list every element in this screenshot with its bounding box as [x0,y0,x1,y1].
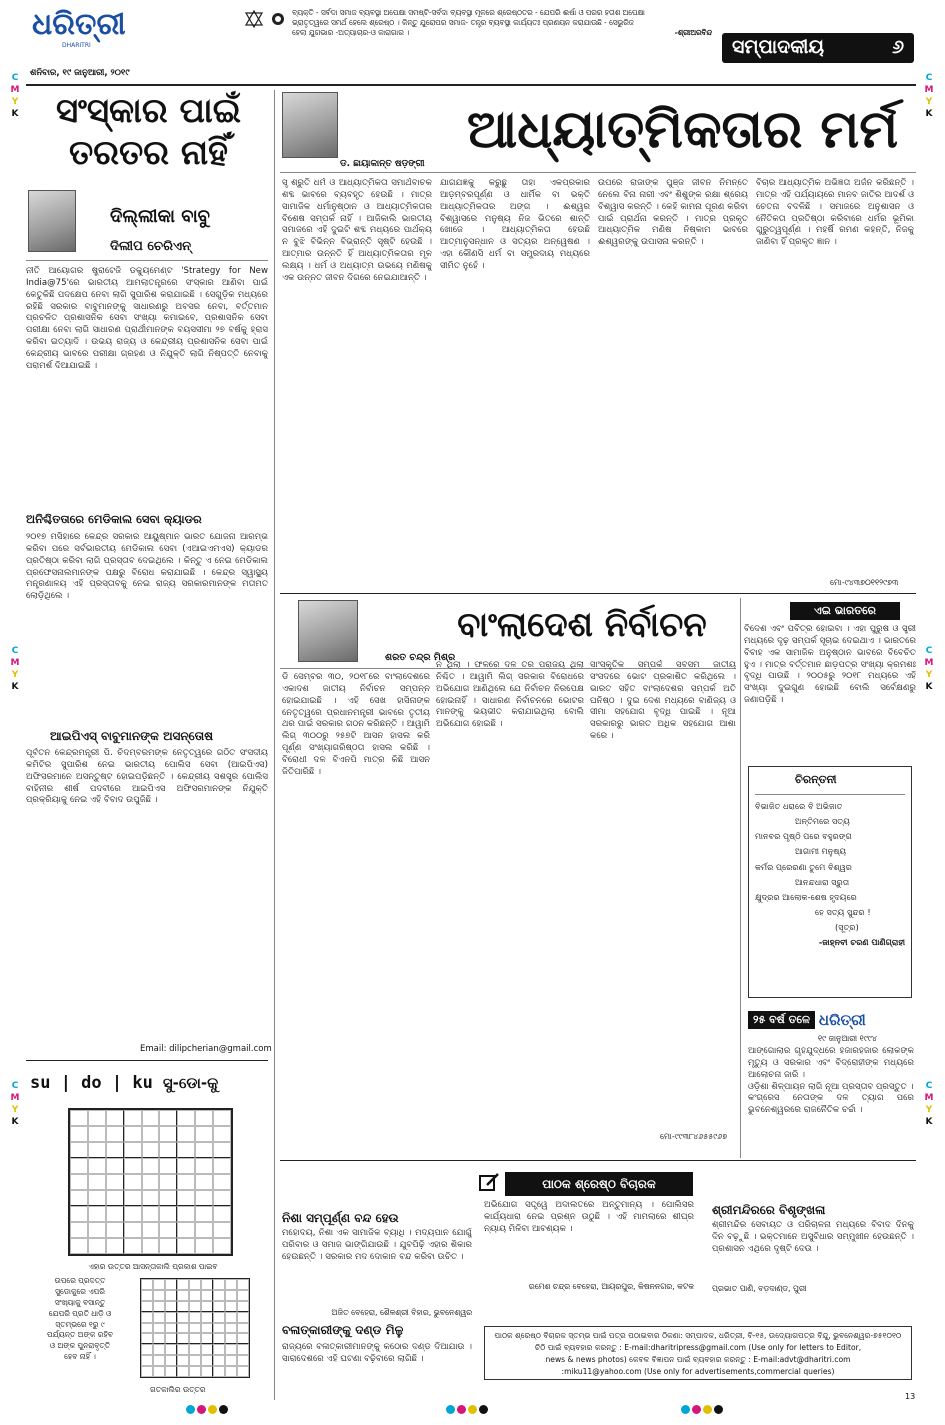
sudoku-answer-cell [165,1333,177,1344]
sudoku-cell[interactable] [142,1206,160,1222]
sudoku-answer-cell [201,1366,213,1377]
column-author: ଦିଲୀପ ଚେରିଏନ୍ [110,239,192,254]
sudoku-cell[interactable] [106,1190,124,1206]
section-banner [722,33,914,63]
main-article-col-2: ଯାଗଯଜ୍ଞକୁ କରୁଛୁ ତାହା ଏକପ୍ରକାର ଆଡ଼ମ୍ବରପୂର୍ଣ୍ଣ ଓ ଧାର୍ମିକ ବା ଭକ୍ତି ଆଧ୍ୟାତ୍ମିକତାର ଅଙ୍ଗ । ଈଶ୍ୱର ବିଶ୍ୱାସରେ ମନୁଷ୍ୟ ନିଜ ଭିତରେ ଶାନ୍ତି ଖୋଜେ । ଆଧ୍ୟାତ୍ମିକତା ହେଉଛି ଆତ୍ମାନୁସନ୍ଧାନ ଓ ସତ୍ୟର ଅନ୍ୱେଷଣ । ଏହା କୌଣସି ଧର୍ମ ବା ସମ୍ପ୍ରଦାୟ ମଧ୍ୟରେ ସୀମିତ ନୁହେଁ । [440,178,590,272]
sudoku-cell[interactable] [124,1190,142,1206]
sudoku-cell[interactable] [195,1142,213,1158]
sudoku-cell[interactable] [124,1142,142,1158]
sudoku-cell[interactable] [195,1206,213,1222]
sudoku-answer-cell [165,1366,177,1377]
sudoku-answer-cell [189,1333,201,1344]
sudoku-answer-cell [237,1301,249,1312]
sudoku-cell[interactable] [142,1174,160,1190]
main-article-bottom-divider [280,593,916,594]
bangladesh-col-3: ସାଂସ୍କୃତିକ ସମ୍ପର୍କ ସବସମ ଜାତୀୟ ସଂସଦରେ ଭୋଟ ପ୍ରକାଶିତ କରିଥିଲେ । ଭାରତ ସହିତ ବାଂଲାଦେଶର ସମ୍ପର୍କ ଅତି ଘନିଷ୍ଠ । ଦୁଇ ଦେଶ ମଧ୍ୟରେ ବାଣିଜ୍ୟ ଓ ସୀମା ସହଯୋଗ ବୃଦ୍ଧି ପାଇଛି । ନୂଆ ସରକାରରୁ ଭାରତ ଅଧିକ ସହଯୋଗ ଆଶା କରେ । [590,660,736,742]
registration-marks-right-2: C M Y K [924,646,934,692]
sudoku-cell[interactable] [88,1222,106,1238]
sudoku-cell[interactable] [195,1222,213,1238]
sudoku-answer-cell [153,1312,165,1323]
columnist-photo [28,190,76,252]
sudoku-note: ଏହାର ଉତ୍ତର ଆସନ୍ତାକାଲି ପ୍ରକାଶ ପାଇବ [88,1262,218,1271]
sudoku-cell[interactable] [124,1110,142,1126]
sudoku-answer-cell [189,1312,201,1323]
main-article-col-3: ଉପରେ ରାଜାଙ୍କ ପୁଞ୍ଜ ଜୀବନ ନିମନ୍ତେ ନେଲେ ବିନା ନାରୀ ଏବଂ ଶିଶୁଙ୍କ ରକ୍ଷା ଶ୍ରେୟ ବିଶ୍ୱାସ କରନ୍ତି । କେହି କାମନା ପୂରଣ କରିବା ପାଇଁ ପ୍ରାର୍ଥନା କରନ୍ତି । ମାତ୍ର ପ୍ରକୃତ ଆଧ୍ୟାତ୍ମିକ ମଣିଷ ନିଷ୍କାମ ଭାବରେ ଈଶ୍ୱରଙ୍କୁ ଉପାସନା କରନ୍ତି । [598,178,748,248]
sudoku-answer-cell [141,1323,153,1334]
sudoku-cell[interactable] [124,1222,142,1238]
sudoku-answer-cell [189,1290,201,1301]
sudoku-cell[interactable] [124,1238,142,1254]
sudoku-cell[interactable] [177,1126,195,1142]
sudoku-cell[interactable] [70,1238,88,1254]
sudoku-cell[interactable] [142,1238,160,1254]
registration-marks-right-3: C M Y K [924,1081,934,1127]
sudoku-cell[interactable] [177,1158,195,1174]
sudoku-answer-cell [189,1323,201,1334]
sudoku-answer-cell [213,1344,225,1355]
sudoku-answer-cell [177,1366,189,1377]
page-number: 13 [905,1392,916,1401]
sudoku-answer-cell [141,1355,153,1366]
left-column-headline: ସଂସ୍କାର ପାଇଁ ତରତର ନାହିଁ [55,91,242,173]
sudoku-cell[interactable] [88,1174,106,1190]
sudoku-cell[interactable] [177,1206,195,1222]
sudoku-cell[interactable] [159,1110,177,1126]
sudoku-answer-cell [201,1301,213,1312]
sudoku-cell[interactable] [106,1174,124,1190]
sudoku-answer-cell [141,1312,153,1323]
bangladesh-headline: ବାଂଲାଦେଶ ନିର୍ବାଚନ [457,605,707,645]
sudoku-cell[interactable] [177,1110,195,1126]
color-dots-1 [185,1405,229,1418]
sudoku-cell[interactable] [213,1142,231,1158]
sudoku-cell[interactable] [124,1158,142,1174]
sudoku-answer-cell [177,1355,189,1366]
sudoku-cell[interactable] [159,1174,177,1190]
sudoku-answer-cell [237,1333,249,1344]
sudoku-cell[interactable] [142,1110,160,1126]
sudoku-cell[interactable] [159,1222,177,1238]
sudoku-answer-cell [237,1290,249,1301]
column-divider [26,260,268,261]
sudoku-cell[interactable] [159,1238,177,1254]
sudoku-answer-cell [201,1344,213,1355]
sudoku-answer-cell [165,1290,177,1301]
sudoku-cell[interactable] [106,1126,124,1142]
sudoku-cell[interactable] [213,1222,231,1238]
bangladesh-col-2: ନ ଥିଲା । ଫଳରେ ଦଳ ତର ପରାଜୟ ଥିଲା ନିଶ୍ଚିତ । ଆୱାମି ଲିଗ୍ ସରକାର ବିରୋଧରେ ଅଭିଯୋଗ ଆଣିଥିଲେ ଯେ ନିର୍ବାଚନ ନିରପେକ୍ଷ ହୋଇନାହିଁ । ସାଧାରଣ ନିର୍ବାଚନରେ ଭୋଟର ମାନଙ୍କୁ ଭୟଭୀତ କରାଯାଇଥିଲା ବୋଲି ଅଭିଯୋଗ ହୋଇଛି । [436,660,584,730]
sudoku-answer-cell [213,1333,225,1344]
column-subheading-2: ଆଇପିଏସ୍ ବାବୁମାନଙ୍କ ଅସନ୍ତୋଷ [50,729,214,743]
sudoku-cell[interactable] [70,1206,88,1222]
main-article-col-1: ସୃ ଶ୍ରୁତି ଧର୍ମ ଓ ଆଧ୍ୟାତ୍ମିକତା ସମାର୍ଥବାଚକ ଶବ୍ଦ ଭାବରେ ବ୍ୟବହୃତ ହେଉଛି । ମାତ୍ର ସାମାଜିକ ଧର୍ମାନୁଷ୍ଠାନ ଓ ଆଧ୍ୟାତ୍ମିକତାର ବିଶେଷ ସମ୍ପର୍କ ନାହିଁ । ଆଜିକାଲି ଭାରତୀୟ ସମାଜରେ ଏହି ଦୁଇଟି ଶବ୍ଦ ମଧ୍ୟରେ ପାର୍ଥକ୍ୟ ନ ବୁଝି ବିଭିନ୍ନ ବିଭ୍ରାନ୍ତି ସୃଷ୍ଟି ହେଉଛି । ଆତ୍ମାର ଉନ୍ନତି ହିଁ ଆଧ୍ୟାତ୍ମିକତାର ମୂଳ ଲକ୍ଷ୍ୟ । ଧର୍ମ ଓ ଅଧ୍ୟାତ୍ମ ଉଭୟେ ମଣିଷକୁ ଏକ ଉନ୍ନତ ଜୀବନ ଦିଗରେ ନେଇଯାଆନ୍ତି । [282,178,432,283]
masthead-quote: ବ୍ୟକ୍ତି - ସର୍ବଦା ସମାଜ ବ୍ୟବସ୍ଥା ଅପେକ୍ଷା ସମଷ୍ଟି-ସର୍ବଦା ବ୍ୟବସ୍ଥା ମୂଳରେ ଶ୍ରେଷ୍ଠତର - ଯେପରି ଈର୍ଷା ଓ ପରର ହତାଶ ଅପେକ୍ଷା ଭ୍ରାତୃତ୍ୱରେ ସମର୍ଥ ହେଲେ ଶ୍ରେଷ୍ଠ । କିନ୍ତୁ ଯୁରୋପର ସମାଜ- ତନ୍ତ୍ର ବ୍ୟବସ୍ଥା କାର୍ଯ୍ୟତଃ ପ୍ରଣୟନ କରାଯାଉଛି - ସେଭୁରିଜ ହେଲା ଯୁଗଭାର -ଅତ୍ୟାଚାର-ଓ କାରାଗାର । -ଶ୍ରୀଅରବିନ୍ଦ [292,8,712,38]
sudoku-answer-cell [177,1344,189,1355]
sudoku-answer-cell [225,1290,237,1301]
sudoku-cell[interactable] [124,1126,142,1142]
letter-2-body: ରାଜ୍ୟରେ ବଳାତ୍କାରୀମାନଙ୍କୁ କଠୋର ଦଣ୍ଡ ଦିଆଯାଉ । ସାରାଦେଶରେ ଏହି ଘଟଣା ବଢ଼ିବାରେ ଲାଗିଛି । [282,1342,472,1364]
poem-title: ଚିରନ୍ତନୀ [795,773,837,786]
registration-marks-left-1: C M Y K [10,73,20,119]
sudoku-answer-cell [225,1323,237,1334]
sudoku-answer-cell [153,1344,165,1355]
sudoku-cell[interactable] [195,1238,213,1254]
sudoku-answer-cell [177,1301,189,1312]
sudoku-cell[interactable] [106,1206,124,1222]
sudoku-cell[interactable] [159,1126,177,1142]
sudoku-answer-cell [225,1312,237,1323]
sudoku-answer-cell [141,1279,153,1290]
sudoku-answer-cell [225,1366,237,1377]
letter-1-title: ନିଶା ସମ୍ପୂର୍ଣ୍ଣ ବନ୍ଦ ହେଉ [282,1211,399,1225]
sudoku-cell[interactable] [213,1174,231,1190]
years-ago-banner [748,1008,912,1032]
main-article-contact: ମୋ-୯୪୩୭୦୧୧୨୯୭୩ [830,578,899,587]
sudoku-cell[interactable] [142,1126,160,1142]
sudoku-answer-cell [225,1279,237,1290]
sudoku-answer-cell [177,1333,189,1344]
registration-marks-left-3: C M Y K [10,1081,20,1127]
sudoku-cell[interactable] [70,1174,88,1190]
sudoku-cell[interactable] [177,1238,195,1254]
masthead-divider [26,84,916,86]
sudoku-cell[interactable] [106,1238,124,1254]
sudoku-cell[interactable] [88,1142,106,1158]
main-article-headline: ଆଧ୍ୟାତ୍ମିକତାର ମର୍ମ [466,99,899,160]
sudoku-cell[interactable] [88,1110,106,1126]
registration-marks-left-2: C M Y K [10,646,20,692]
sudoku-answer-cell [177,1323,189,1334]
sudoku-cell[interactable] [106,1142,124,1158]
sudoku-answer-cell [177,1279,189,1290]
sudoku-cell[interactable] [213,1110,231,1126]
sudoku-answer-cell [189,1344,201,1355]
column-body-2: ୨୦୧୭ ମସିହାରେ କେନ୍ଦ୍ର ସରକାର ଆୟୁଷ୍ମାନ ଭାରତ ଯୋଜନା ଆରମ୍ଭ କରିବା ପରେ ସର୍ବଭାରତୀୟ ମେଡିକାଲ ସେବା (ଏଆଇଏମଏସ) କ୍ୟାଡର ପ୍ରତିଷ୍ଠା କରିବା ଲାଗି ପ୍ରସ୍ତାବ ଦେଇଥିଲେ । କିନ୍ତୁ ଏ ନେଇ ମେଡିକାଲ ପ୍ରଫେସନାଲମାନଙ୍କ ପକ୍ଷରୁ ବିରୋଧ କରାଯାଇଛି । କେନ୍ଦ୍ର ସ୍ୱାସ୍ଥ୍ୟ ମନ୍ତ୍ରଣାଳୟ ଏହି ପ୍ରସ୍ତାବକୁ ନେଇ ରାଜ୍ୟ ସରକାରମାନଙ୍କ ମତାମତ ଲୋଡ଼ିଥିଲେ । [26,532,268,602]
sudoku-title: ସୁ-ଡୋ-କୁ [162,1073,219,1092]
color-dots-2 [445,1405,489,1418]
side-box-title: ଏଇ ଭାରତରେ [790,602,900,620]
sudoku-answer-cell [237,1279,249,1290]
masthead-logo-block [32,8,182,66]
sudoku-cell[interactable] [106,1158,124,1174]
section-title: ସମ୍ପାଦକୀୟ [732,36,825,59]
star-emblem-icon [245,10,263,28]
sudoku-cell[interactable] [142,1190,160,1206]
pen-icon [478,1172,500,1194]
author-photo-1 [282,92,338,158]
sudoku-answer-cell [141,1366,153,1377]
side-box-body: ବିଦେଶ ଏବଂ ପବିତ୍ର ହୋଇବା । ଏହା ପୁରୁଷ ଓ ସ୍ତ୍ରୀ ମଧ୍ୟରେ ଦୃଢ଼ ସମ୍ପର୍କ ସୂଚାଇ ଦେଇଥାଏ । ଭାରତରେ ବିବାହ ଏକ ସାମାଜିକ ଅନୁଷ୍ଠାନ ଭାବରେ ବିବେଚିତ ହୁଏ । ମାତ୍ର ବର୍ତ୍ତମାନ ଛାଡ଼ପତ୍ର ସଂଖ୍ୟା କ୍ରମଶଃ ବୃଦ୍ଧି ପାଉଛି । ୨୦୦୫ରୁ ୨୦୧୮ ମଧ୍ୟରେ ଏହି ସଂଖ୍ୟା ଦୁଇଗୁଣ ହୋଇଛି ବୋଲି ସର୍ବେକ୍ଷଣରୁ ଜଣାପଡ଼ିଛି । [744,624,916,706]
sudoku-answer-cell [153,1323,165,1334]
years-ago-label: ୨୫ ବର୍ଷ ତଳେ [748,1011,815,1030]
letter-4-sign: ପ୍ରଭାତ ପାଣି, ବଡ଼ଦାଣ୍ଡ, ପୁରୀ [712,1284,807,1293]
sudoku-cell[interactable] [124,1174,142,1190]
author-photo-2 [298,600,358,662]
letter-4-body: ଶ୍ରୀମନ୍ଦିର ସେବାୟତ ଓ ପରିଚାଳନା ମଧ୍ୟରେ ବିବାଦ ଦିନକୁ ଦିନ ବଢ଼ୁଛି । ଭକ୍ତମାନେ ଅସୁବିଧାର ସମ୍ମୁଖୀନ ହେଉଛନ୍ତି । ପ୍ରଶାସନ ଏଥିରେ ଦୃଷ୍ଟି ଦେଉ । [712,1220,914,1254]
bangladesh-col-1: ଡି ସେମ୍ବର ୩୦, ୨୦୧୮ରେ ବାଂଲାଦେଶରେ ଏକାଦଶ ଜାତୀୟ ନିର୍ବାଚନ ସମ୍ପନ୍ନ ହୋଇଯାଇଛି । ଏହି ସେଖ ହାସିନାଙ୍କ ନେତୃତ୍ୱରେ ପ୍ରଧାନମନ୍ତ୍ରୀ ଭାବରେ ତୃତୀୟ ଥର ପାଇଁ ସରକାର ଗଠନ କରିଛନ୍ତି । ଆୱାମି ଲିଗ୍ ୩୦୦ରୁ ୨୫୭ଟି ଆସନ ହାସଲ କରି ପୂର୍ଣ୍ଣ ସଂଖ୍ୟାଗରିଷ୍ଠତା ହାସଲ କରିଛି । ବିରୋଧୀ ଦଳ ବିଏନପି ମାତ୍ର କିଛି ଆସନ ଜିତିପାରିଛି । [282,672,430,777]
sudoku-answer-cell [177,1312,189,1323]
main-article-author: ଡ. ଛାୟାକାନ୍ତ ଷଡ଼ଙ୍ଗୀ [340,159,425,169]
poem-box [748,766,912,998]
sudoku-cell[interactable] [106,1110,124,1126]
sudoku-answer-label: ଗତକାଲିର ଉତ୍ତର [150,1385,206,1394]
sudoku-answer-cell [165,1312,177,1323]
sudoku-answer-cell [237,1355,249,1366]
sudoku-cell[interactable] [142,1142,160,1158]
column-email: Email: dilipcherian@gmail.com [140,1044,272,1054]
sudoku-cell[interactable] [159,1190,177,1206]
sudoku-answer-cell [213,1312,225,1323]
sudoku-answer-cell [225,1333,237,1344]
sudoku-answer-cell [153,1355,165,1366]
sudoku-cell[interactable] [106,1222,124,1238]
sudoku-answer-cell [201,1355,213,1366]
sudoku-cell[interactable] [177,1174,195,1190]
sudoku-cell[interactable] [213,1158,231,1174]
sudoku-cell[interactable] [88,1158,106,1174]
sudoku-cell[interactable] [70,1190,88,1206]
sudoku-top-divider [26,1060,268,1061]
column-subheading-1: ଅନିଶ୍ଚିତତାରେ ମେଡିକାଲ ସେବା କ୍ୟାଡର [26,512,202,526]
years-ago-items: ଆଙ୍ଗୋଲାର ଗୃହଯୁଦ୍ଧରେ ହଜାରହଜାର ଲୋକଙ୍କ ମୃତ୍ୟୁ ଓ ସରକାର ଏବଂ ବିଦ୍ରୋହୀଙ୍କ ମଧ୍ୟରେ ଆଲୋଚନା ଜାରି । ଓଡ଼ିଶା ଶିଳ୍ପାୟନ ଲାଗି ନୂଆ ପ୍ରସ୍ତାବ ପ୍ରସ୍ତୁତ । କଂଗ୍ରେସ ନେତାଙ୍କ ଦଳ ତ୍ୟାଗ ପରେ ଭୁବନେଶ୍ୱରରେ ରାଜନୈତିକ ଚର୍ଚ୍ଚା । [748,1046,914,1116]
sudoku-cell[interactable] [213,1238,231,1254]
sudoku-cell[interactable] [88,1126,106,1142]
sudoku-cell[interactable] [142,1158,160,1174]
sudoku-answer-cell [141,1333,153,1344]
letter-1-body: ମହୋଦୟ, ନିଶା ଏକ ସାମାଜିକ ବ୍ୟାଧି । ମଦ୍ୟପାନ ଯୋଗୁଁ ପରିବାର ଓ ସମାଜ ଭାଙ୍ଗିଯାଉଛି । ଯୁବପିଢ଼ି ଏହାର ଶିକାର ହେଉଛନ୍ତି । ସରକାର ମଦ ଦୋକାନ ବନ୍ଦ କରିବା ଉଚିତ । [282,1228,472,1262]
letter-4-title: ଶ୍ରୀମନ୍ଦିରରେ ବିଶୃଙ୍ଖଳା [712,1203,826,1217]
sudoku-cell[interactable] [159,1158,177,1174]
sudoku-cell[interactable] [70,1110,88,1126]
sudoku-cell[interactable] [142,1222,160,1238]
sudoku-cell[interactable] [195,1190,213,1206]
sudoku-answer-cell [189,1355,201,1366]
sudoku-cell[interactable] [159,1142,177,1158]
sudoku-answer-cell [201,1333,213,1344]
sudoku-answer-cell [225,1355,237,1366]
lotus-emblem-icon [270,12,286,26]
letter-3-sign: ରମେଶ ଚନ୍ଦ୍ର ବେହେରା, ଆୟରପୁର, କିଷନନଗର, କଟକ [528,1282,694,1291]
letter-3-body: ଅଭିଯୋଗ ସତ୍ତ୍ୱେ ଅଦାଲତରେ ଅନ୍ତୁମାନ୍ୟ । ପୋଲିସର କାର୍ଯ୍ୟଧାରା ନେଇ ପ୍ରଶ୍ନ ଉଠୁଛି । ଏହି ମାମଲାରେ ଶୀଘ୍ର ନ୍ୟାୟ ମିଳିବା ଆବଶ୍ୟକ । [484,1200,694,1234]
sudoku-cell[interactable] [177,1142,195,1158]
sudoku-answer-cell [153,1279,165,1290]
sudoku-cell[interactable] [213,1126,231,1142]
sudoku-answer-cell [165,1301,177,1312]
sudoku-answer-cell [237,1323,249,1334]
dharitri-logo-sub: DHARITRI [62,42,91,49]
sudoku-answer-cell [153,1366,165,1377]
main-article-divider [280,172,916,173]
column-name: ଦିଲ୍ଲୀକା ବାବୁ [110,206,210,227]
sudoku-cell[interactable] [88,1206,106,1222]
sudoku-cell[interactable] [159,1206,177,1222]
sudoku-answer-cell [237,1312,249,1323]
readers-top-divider [280,1160,916,1161]
readers-footer-box: ପାଠକ ଶ୍ରେଷ୍ଠ ବିଚାରକ ସ୍ତମ୍ଭ ପାଇଁ ପତ୍ର ପଠାଇବାର ଠିକଣା: ସମ୍ପାଦକ, ଧରିତ୍ରୀ, ବି-୧୫, ଉଦ୍ୟୋଗପତ୍ର ବିନ୍ଦୁ, ଭୁବନେଶ୍ୱର-୭୫୧୦୧୦ ଚିଠି ପାଇଁ ବ୍ୟବହାର କରନ୍ତୁ : E-mail:dharitripress@gmail.com (Use only for letters to Editor, news & news photos) କେବଳ ବିଜ୍ଞାପନ ପାଇଁ ବ୍ୟବହାର କରନ୍ତୁ : E-mail:advt@dharitri.com :miku11@yahoo.com (Use only for advertisements,commercial queries) [484,1326,912,1380]
sudoku-rules: ଉପରେ ପ୍ରଦତ୍ତ ସୁଡୋକୁରେ ଏପରି ସଂଖ୍ୟାକୁ ବସାନ୍ତୁ ଯେପରି ପ୍ରତି ଧାଡ଼ି ଓ ସ୍ତମ୍ଭରେ ୧ରୁ ୯ ପର୍ଯ୍ୟନ୍ତ ଅଙ୍କ ରହିବ ଓ ଅଙ୍କ ପୁନରାବୃତ୍ତି ହେବ ନାହିଁ । [47,1276,113,1362]
sudoku-cell[interactable] [177,1190,195,1206]
poem-lines: ବିଭାଜିତ ଧରାରେ ବି ଅଭିଜାତ ଅନ୍ତିମରେ ସତ୍ୟ ମାନବର ପୃଷ୍ଠି ପରେ ବହୁରଙ୍ଗ ଆଗାମୀ ମନୁଷ୍ୟ କର୍ମର ପ୍ରେରଣା ତୁମେ ବିଶ୍ୱର ଆନନ୍ଦଧାରା ସ୍ରୁତା କ୍ଷୁଦ୍ରର ଆଲୋକ-ଶେଷ ହୃଦୟରେ ହେ ସତ୍ୟ ସୁନ୍ଦର ! (ସୂତ୍ର) -ଜାହ୍ନବୀ ଚରଣ ପାଣିଗ୍ରାହୀ [755,800,905,948]
sudoku-cell[interactable] [70,1126,88,1142]
sudoku-answer-cell [237,1366,249,1377]
sudoku-answer-cell [201,1290,213,1301]
sudoku-answer-cell [213,1366,225,1377]
sudoku-cell[interactable] [124,1206,142,1222]
letter-1-sign: ଅଜିତ ବେହେରା, ଶୈଳଶ୍ରୀ ବିହାର, ଭୁବନେଶ୍ୱର [331,1308,472,1317]
sudoku-answer-cell [225,1344,237,1355]
sudoku-answer-cell [225,1301,237,1312]
page-number-label: ୬ [892,36,904,59]
sudoku-cell[interactable] [213,1206,231,1222]
sudoku-answer-cell [153,1290,165,1301]
main-article-col-4: ବିଚାର ଆଧ୍ୟାତ୍ମିକ ଅଭିଜ୍ଞତା ଅର୍ଜନ କରିଛନ୍ତି । ମାତ୍ର ଏହି ପର୍ଯ୍ୟାୟରେ ମାନବ ଜାତିର ଆଦର୍ଶ ଓ ଚେତନା ବଦଳିଛି । ସମାଜରେ ଅନୁଶାସନ ଓ ନୈତିକତା ପ୍ରତିଷ୍ଠା କରିବାରେ ଧର୍ମର ଭୂମିକା ଗୁରୁତ୍ୱପୂର୍ଣ୍ଣ । ମହର୍ଷି ରମଣ କହନ୍ତି, ନିଜକୁ ଜାଣିବା ହିଁ ପ୍ରକୃତ ଜ୍ଞାନ । [756,178,914,248]
sudoku-answer-cell [165,1323,177,1334]
sudoku-answer-cell [153,1301,165,1312]
sudoku-cell[interactable] [195,1158,213,1174]
sudoku-answer-cell [189,1301,201,1312]
sudoku-cell[interactable] [213,1190,231,1206]
readers-section-title: ପାଠକ ଶ୍ରେଷ୍ଠ ବିଚାରକ [505,1172,693,1196]
issue-date: ଶନିବାର, ୧୯ ଜାନୁଆରୀ, ୨୦୧୯ [30,68,130,78]
sudoku-logo: su | do | ku [30,1072,153,1093]
sudoku-answer-cell [165,1355,177,1366]
sudoku-answer-cell [153,1333,165,1344]
color-dots-3 [680,1405,724,1418]
column-separator-2 [740,598,741,1158]
column-separator-1 [274,90,275,1400]
dharitri-logo: ଧରିତ୍ରୀ [32,7,126,42]
sudoku-cell[interactable] [88,1190,106,1206]
sudoku-cell[interactable] [70,1158,88,1174]
bangladesh-contact: ମୋ-୯୯୩୮୪୬୫୫୯୬୭ [660,1132,728,1141]
sudoku-answer-cell [201,1312,213,1323]
sudoku-answer-grid [140,1278,250,1378]
sudoku-answer-cell [213,1301,225,1312]
sudoku-answer-cell [177,1290,189,1301]
sudoku-cell[interactable] [195,1110,213,1126]
sudoku-answer-cell [201,1279,213,1290]
years-ago-paper: ଧରିତ୍ରୀ [818,1010,866,1029]
sudoku-answer-cell [213,1279,225,1290]
bangladesh-author: ଶରତ ଚନ୍ଦ୍ର ମିଶ୍ର [385,652,456,663]
sudoku-cell[interactable] [177,1222,195,1238]
sudoku-answer-cell [165,1279,177,1290]
column-body-1: ନୀତି ଆୟୋଗର ଷ୍ଟ୍ରାଟେଜି ଡକ୍ୟୁମେଣ୍ଟ 'Strategy for New India@75'ରେ ଭାରତୀୟ ଆମଲାତନ୍ତ୍ରରେ ସଂସ୍କାର ଆଣିବା ପାଇଁ କେତୁକିଛି ପଦକ୍ଷେପ ନେବା ଲାଗି ସୁପାରିଶ କରାଯାଇଛି । ସେଗୁଡ଼ିକ ମଧ୍ୟରେ ରହିଛି ସରକାର ବାବୁମାନଙ୍କୁ ସାଧାରଣରୁ ଅବସର ନେବା, ବର୍ତ୍ତମାନ ପ୍ରଚଳିତ ପ୍ରଶାସନିକ ସେବା ସଂଖ୍ୟା କମାଇବେ, ପ୍ରଶାସନିକ ସେବା ପରୀକ୍ଷା ନେବା ଲାଗି ସାଧାରଣ ପ୍ରାର୍ଥୀମାନଙ୍କ ବୟସସୀମା ୨୭ ବର୍ଷକୁ ହ୍ରାସ କରିବା ଇତ୍ୟାଦି । ଉଭୟ ରାଜ୍ୟ ଓ କେନ୍ଦ୍ରୀୟ ପ୍ରଶାସନିକ ସେବା ପାଇଁ କେନ୍ଦ୍ରୀୟ ଭାବରେ ପରୀକ୍ଷା ଗ୍ରହଣ ଓ ନିଯୁକ୍ତି ଲାଗି ନିଷ୍ପତ୍ତି ନେବାକୁ ପରାମର୍ଶ ଦିଆଯାଇଛି । [26,266,268,371]
sudoku-cell[interactable] [195,1174,213,1190]
registration-marks-right-1: C M Y K [924,73,934,119]
letter-2-title: ବଳାତ୍କାରୀଙ୍କୁ ଦଣ୍ଡ ମିଳୁ [282,1323,404,1337]
years-ago-date: ୧୯ ଜାନୁଆରୀ ୧୯୯୪ [818,1034,877,1043]
sudoku-cell[interactable] [195,1126,213,1142]
sudoku-cell[interactable] [88,1238,106,1254]
sudoku-answer-cell [213,1355,225,1366]
sudoku-answer-cell [213,1290,225,1301]
sudoku-cell[interactable] [70,1142,88,1158]
sudoku-cell[interactable] [70,1222,88,1238]
sudoku-answer-cell [165,1344,177,1355]
sudoku-answer-cell [141,1344,153,1355]
sudoku-answer-cell [237,1344,249,1355]
sudoku-answer-cell [141,1290,153,1301]
sudoku-answer-cell [213,1323,225,1334]
sudoku-answer-cell [189,1279,201,1290]
sudoku-answer-cell [141,1301,153,1312]
sudoku-answer-cell [189,1366,201,1377]
sudoku-answer-cell [201,1323,213,1334]
sudoku-puzzle-grid[interactable] [68,1108,233,1256]
sudoku-header [30,1068,268,1098]
column-body-3: ପୂର୍ବତନ କେନ୍ଦ୍ରମନ୍ତ୍ରୀ ପି. ଚିଦମ୍ବରମଙ୍କ ନେତୃତ୍ୱରେ ଗଠିତ ସଂସଦୀୟ କମିଟିର ସୁପାରିଶ ନେଇ ଭାରତୀୟ ପୋଲିସ ସେବା (ଆଇପିଏସ) ଅଫିସରମାନେ ଅସନ୍ତୁଷ୍ଟ ହୋଇପଡ଼ିଛନ୍ତି । କେନ୍ଦ୍ରୀୟ ସଶସ୍ତ୍ର ପୋଲିସ ବାହିନୀର ଶୀର୍ଷ ପଦବୀରେ ଆଇପିଏସ ଅଫିସରମାନଙ୍କ ନିଯୁକ୍ତି ପ୍ରକ୍ରିୟାକୁ ନେଇ ଏହି ବିବାଦ ଉପୁଜିଛି । [26,748,268,806]
